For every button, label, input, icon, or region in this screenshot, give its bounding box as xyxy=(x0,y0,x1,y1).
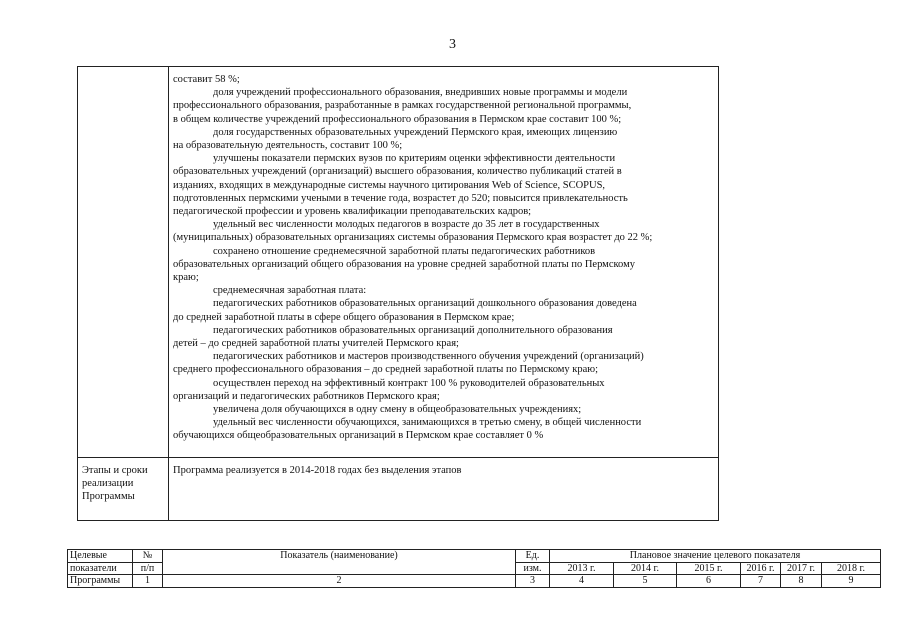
goals-text-line: на образовательную деятельность, составит 100 %; xyxy=(173,140,403,152)
program-passport-table xyxy=(77,66,719,521)
col-number-4: 4 xyxy=(550,575,614,588)
goals-text-line: доля учреждений профессионального образования, внедривших новые программы и модели xyxy=(213,87,628,99)
year-2014: 2014 г. xyxy=(614,562,677,575)
stages-text xyxy=(169,458,719,521)
goals-text-line: краю; xyxy=(173,272,199,284)
goals-text-line: среднего профессионального образования – до средней заработной платы по Пермскому краю; xyxy=(173,364,599,376)
goals-text-line: обучающихся общеобразовательных организаций в Пермском крае составляет 0 % xyxy=(173,430,544,442)
goals-text-line: педагогических работников образовательных организаций дошкольного образования доведена xyxy=(213,298,637,310)
col-number-1: 1 xyxy=(133,575,163,588)
goals-text-line: в общем количестве учреждений профессионального образования в Пермском крае составит 100 %; xyxy=(173,113,622,125)
col-number-9: 9 xyxy=(822,575,881,588)
goals-text xyxy=(173,73,712,443)
goals-text-line: педагогических работников и мастеров производственного обучения учреждений (организаций) xyxy=(213,351,644,363)
goals-text-line: педагогической профессии и уровень квалификации преподавательских кадров; xyxy=(173,206,532,218)
goals-text-line: (муниципальных) образовательных организациях системы образования Пермского края возрастет до 22 %; xyxy=(173,232,653,244)
indicator-table xyxy=(67,549,881,588)
stages-value: Программа реализуется в 2014-2018 годах без выделения этапов xyxy=(173,465,462,476)
goals-text-line: осуществлен переход на эффективный контракт 100 % руководителей образовательных xyxy=(213,377,605,389)
page-number: 3 xyxy=(449,37,456,52)
goals-label-cell xyxy=(78,67,169,458)
col-number-5: 5 xyxy=(614,575,677,588)
year-2013: 2013 г. xyxy=(550,562,614,575)
goals-text-line: педагогических работников образовательных организаций дополнительного образования xyxy=(213,324,613,336)
goals-text-line: образовательных организаций общего образования на уровне средней заработной платы по Пермскому xyxy=(173,258,635,270)
goals-text-line: изданиях, входящих в международные системы научного цитирования Web of Science, SCOPUS, xyxy=(173,179,606,191)
goals-text-line: удельный вес численности обучающихся, занимающихся в третью смену, в общей численности xyxy=(213,417,642,429)
header-goals-3: Программы xyxy=(68,575,133,588)
goals-text-line: сохранено отношение среднемесячной заработной платы педагогических работников xyxy=(213,245,596,257)
stages-label: Этапы и сроки реализации Программы xyxy=(78,458,169,521)
col-number-2: 2 xyxy=(163,575,516,588)
header-unit-2: изм. xyxy=(516,562,550,575)
year-2017: 2017 г. xyxy=(781,562,822,575)
goals-text-line: детей – до средней заработной платы учителей Пермского края; xyxy=(173,338,459,350)
indicator-numbering-row xyxy=(68,575,881,588)
year-2016: 2016 г. xyxy=(741,562,781,575)
goals-text-line: профессионального образования, разработанные в рамках государственной региональной программы, xyxy=(173,100,632,112)
goals-text-line: доля государственных образовательных учреждений Пермского края, имеющих лицензию xyxy=(213,126,618,138)
header-goals-2: показатели xyxy=(68,562,133,575)
header-num-2: п/п xyxy=(133,562,163,575)
goals-text-line: образовательных учреждений (организаций) высшего образования, количество публикаций статей в xyxy=(173,166,622,178)
stages-row xyxy=(78,458,719,521)
goals-text-line: до средней заработной платы в сфере общего образования в Пермском крае; xyxy=(173,311,515,323)
indicator-header-row-1 xyxy=(68,550,881,563)
goals-text-line: увеличена доля обучающихся в одну смену в общеобразовательных учреждениях; xyxy=(213,404,582,416)
goals-text-cell xyxy=(169,67,719,458)
goals-text-line: составит 58 %; xyxy=(173,74,240,85)
header-num-1: № xyxy=(133,550,163,563)
col-number-6: 6 xyxy=(677,575,741,588)
col-number-8: 8 xyxy=(781,575,822,588)
header-goals-1: Целевые xyxy=(68,550,133,563)
year-2015: 2015 г. xyxy=(677,562,741,575)
goals-text-line: среднемесячная заработная плата: xyxy=(213,285,367,297)
header-indicator: Показатель (наименование) xyxy=(163,550,516,575)
header-unit-1: Ед. xyxy=(516,550,550,563)
goals-text-line: организаций и педагогических работников Пермского края; xyxy=(173,390,440,402)
goals-text-line: подготовленных пермскими учеными в течение года, возрастет до 520; повысится привлекательность xyxy=(173,192,628,204)
col-number-3: 3 xyxy=(516,575,550,588)
year-2018: 2018 г. xyxy=(822,562,881,575)
goals-text-line: удельный вес численности молодых педагогов в возрасте до 35 лет в государственных xyxy=(213,219,600,231)
goals-continuation-row xyxy=(78,67,719,458)
header-planned: Плановое значение целевого показателя xyxy=(550,550,881,563)
goals-text-line: улучшены показатели пермских вузов по критериям оценки эффективности деятельности xyxy=(213,153,616,165)
col-number-7: 7 xyxy=(741,575,781,588)
